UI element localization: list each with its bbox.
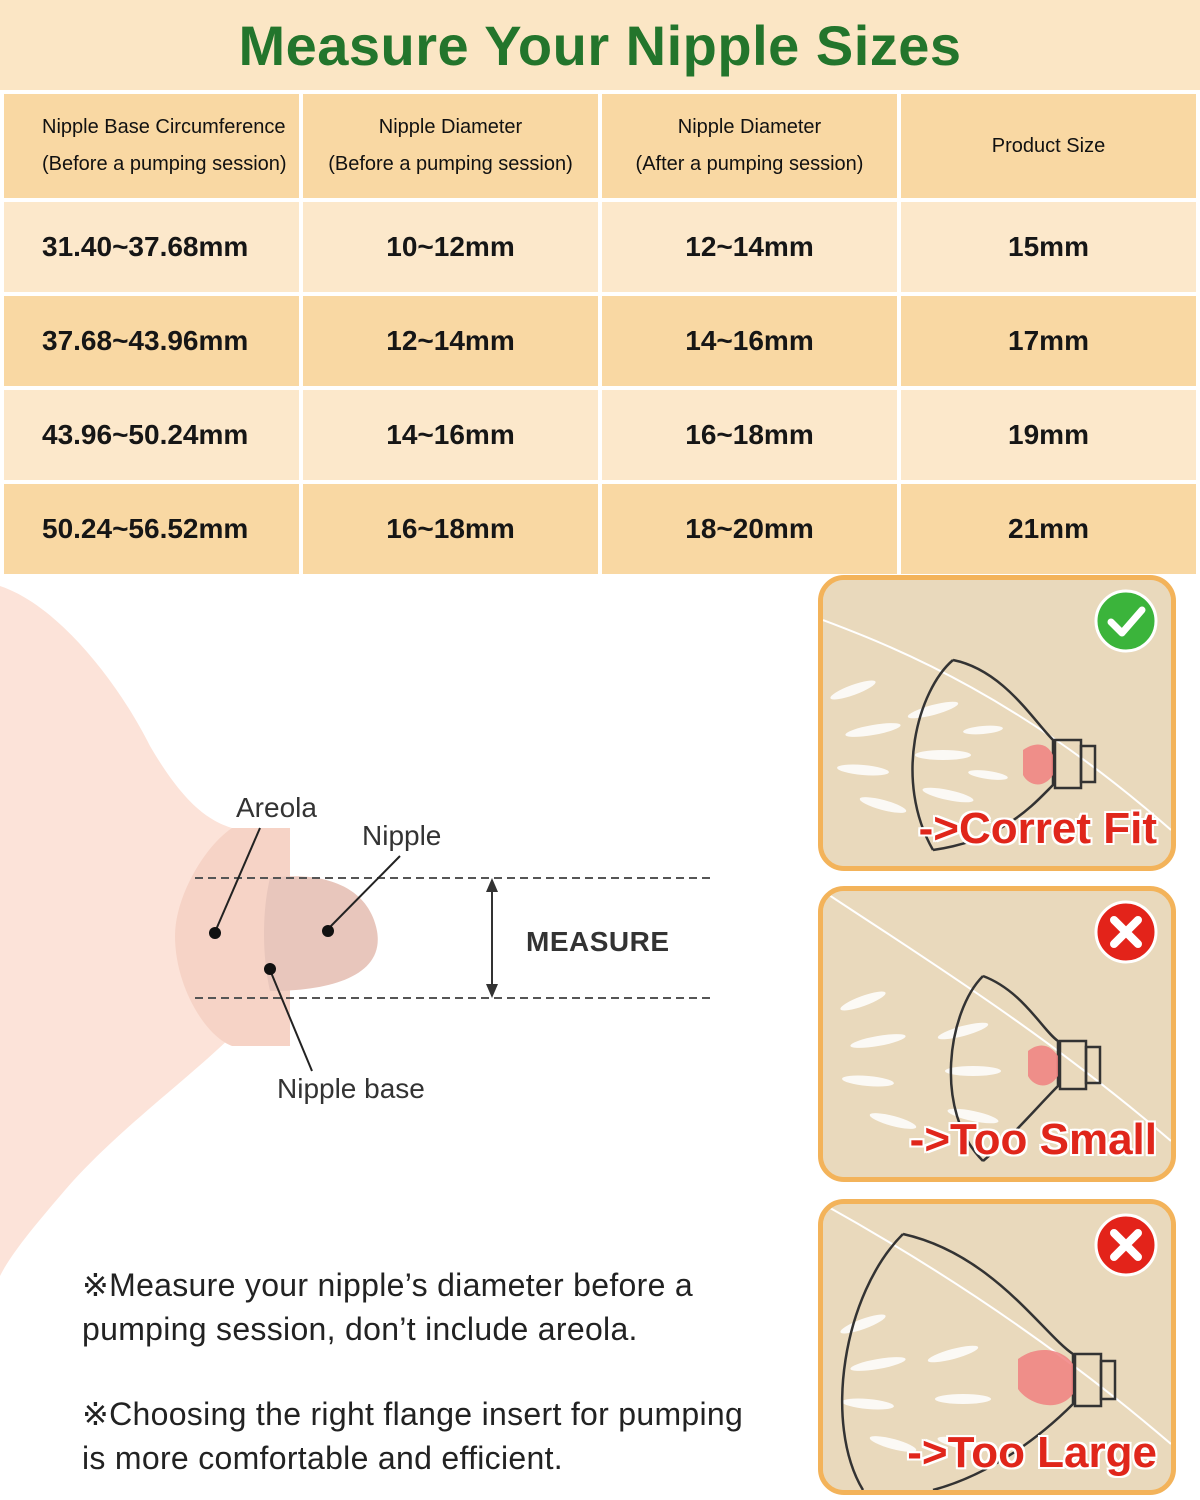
note-line: ※Measure your nipple’s diameter before a xyxy=(82,1267,693,1303)
size-table xyxy=(0,90,1200,578)
header-diameter-after xyxy=(602,94,897,198)
table-cell: 17mm xyxy=(901,296,1196,386)
nipple-diagram xyxy=(0,566,800,1500)
table-cell: 50.24~56.52mm xyxy=(4,484,299,574)
areola-dot xyxy=(209,927,221,939)
table-cell: 12~14mm xyxy=(602,202,897,292)
header-line: Nipple Diameter xyxy=(378,116,523,138)
nipple-label: Nipple xyxy=(362,820,442,851)
page-title: Measure Your Nipple Sizes xyxy=(238,13,962,77)
table-row xyxy=(4,484,1196,574)
nipple-base-dot xyxy=(264,963,276,975)
table-cell: 14~16mm xyxy=(602,296,897,386)
areola-label: Areola xyxy=(236,792,317,823)
header-line: (After a pumping session) xyxy=(635,153,864,175)
cross-icon xyxy=(1093,899,1159,965)
header-line: Nipple Base Circumference xyxy=(42,116,286,138)
table-cell: 18~20mm xyxy=(602,484,897,574)
header-line: Product Size xyxy=(991,134,1106,157)
breast-illustration xyxy=(0,566,800,1500)
fit-caption: ->Too Small xyxy=(909,1115,1157,1164)
header-product-size xyxy=(901,94,1196,198)
table-cell: 12~14mm xyxy=(303,296,598,386)
header-base-circumference xyxy=(4,94,299,198)
table-row xyxy=(4,296,1196,386)
table-cell: 21mm xyxy=(901,484,1196,574)
table-row xyxy=(4,202,1196,292)
check-icon xyxy=(1093,588,1159,654)
nipple-shape xyxy=(264,876,378,991)
fit-card-too-large xyxy=(818,1199,1176,1495)
header-diameter-before xyxy=(303,94,598,198)
fit-card-correct xyxy=(818,575,1176,871)
fit-caption: ->Too Large xyxy=(907,1428,1157,1477)
table-row xyxy=(4,390,1196,480)
cross-icon xyxy=(1093,1212,1159,1278)
title-bar xyxy=(0,0,1200,90)
arrow-head-up xyxy=(486,878,498,892)
table-cell: 16~18mm xyxy=(303,484,598,574)
note-line: pumping session, don’t include areola. xyxy=(82,1311,638,1347)
fit-card-too-small xyxy=(818,886,1176,1182)
arrow-head-down xyxy=(486,984,498,998)
note-measure xyxy=(82,1263,782,1351)
table-cell: 19mm xyxy=(901,390,1196,480)
measure-label: MEASURE xyxy=(526,926,670,957)
table-cell: 16~18mm xyxy=(602,390,897,480)
header-line: Nipple Diameter xyxy=(677,116,822,138)
fit-caption: ->Corret Fit xyxy=(918,804,1157,853)
table-cell: 31.40~37.68mm xyxy=(4,202,299,292)
table-cell: 15mm xyxy=(901,202,1196,292)
note-choose xyxy=(82,1392,782,1480)
nipple-base-label: Nipple base xyxy=(277,1073,425,1104)
header-line: (Before a pumping session) xyxy=(42,153,287,175)
note-line: is more comfortable and efficient. xyxy=(82,1440,563,1476)
note-line: ※Choosing the right flange insert for pumping xyxy=(82,1396,744,1432)
table-cell: 14~16mm xyxy=(303,390,598,480)
nipple-dot xyxy=(322,925,334,937)
table-header-row xyxy=(4,94,1196,198)
table-cell: 43.96~50.24mm xyxy=(4,390,299,480)
header-line: (Before a pumping session) xyxy=(328,153,573,175)
table-cell: 37.68~43.96mm xyxy=(4,296,299,386)
table-cell: 10~12mm xyxy=(303,202,598,292)
